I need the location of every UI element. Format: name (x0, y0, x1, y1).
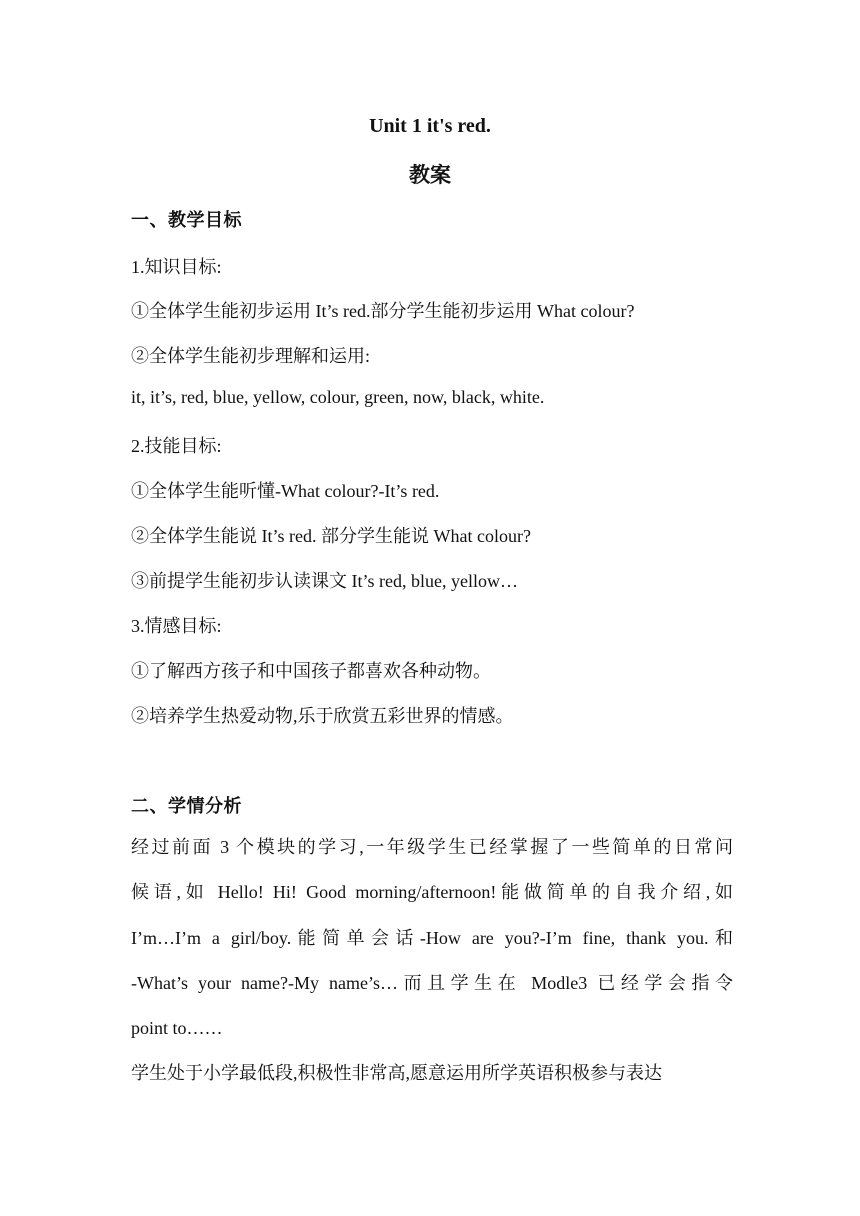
paragraph-line: -What’s your name?-My name’s…而且学生在 Modle3 已经学会指令 (131, 972, 733, 993)
section-heading-analysis: 二、学情分析 (131, 796, 242, 817)
objective-line: 2.技能目标: (131, 436, 222, 456)
objective-line: 3.情感目标: (131, 616, 222, 636)
document-title: Unit 1 it's red. (369, 115, 491, 137)
section-heading-objectives: 一、教学目标 (131, 210, 242, 231)
objective-line: ②全体学生能初步理解和运用: (131, 346, 370, 366)
paragraph-line: 学生处于小学最低段,积极性非常高,愿意运用所学英语积极参与表达 (131, 1063, 662, 1083)
objective-line: 1.知识目标: (131, 257, 222, 277)
paragraph-line: I’m…I’m a girl/boy.能简单会话-How are you?-I’m fine, thank you.和 (131, 927, 733, 948)
objective-line: ①全体学生能初步运用 It’s red.部分学生能初步运用 What colour? (131, 301, 635, 321)
document-subtitle: 教案 (409, 163, 451, 187)
objective-line: ②培养学生热爱动物,乐于欣赏五彩世界的情感。 (131, 706, 514, 726)
objective-line: ②全体学生能说 It’s red. 部分学生能说 What colour? (131, 526, 531, 546)
paragraph-line: point to…… (131, 1018, 223, 1039)
paragraph-line: 经过前面 3 个模块的学习,一年级学生已经掌握了一些简单的日常问 (131, 837, 733, 857)
analysis-paragraph (131, 825, 733, 1051)
objective-line: ①了解西方孩子和中国孩子都喜欢各种动物。 (131, 661, 491, 681)
analysis-paragraph-2 (131, 1051, 733, 1096)
objective-line: ③前提学生能初步认读课文 It’s red, blue, yellow… (131, 571, 518, 591)
objective-line: it, it’s, red, blue, yellow, colour, green, now, black, white. (131, 387, 545, 407)
objective-line: ①全体学生能听懂-What colour?-It’s red. (131, 481, 440, 501)
paragraph-line: 候语,如 Hello! Hi! Good morning/afternoon!能做简单的自我介绍,如 (131, 882, 733, 903)
